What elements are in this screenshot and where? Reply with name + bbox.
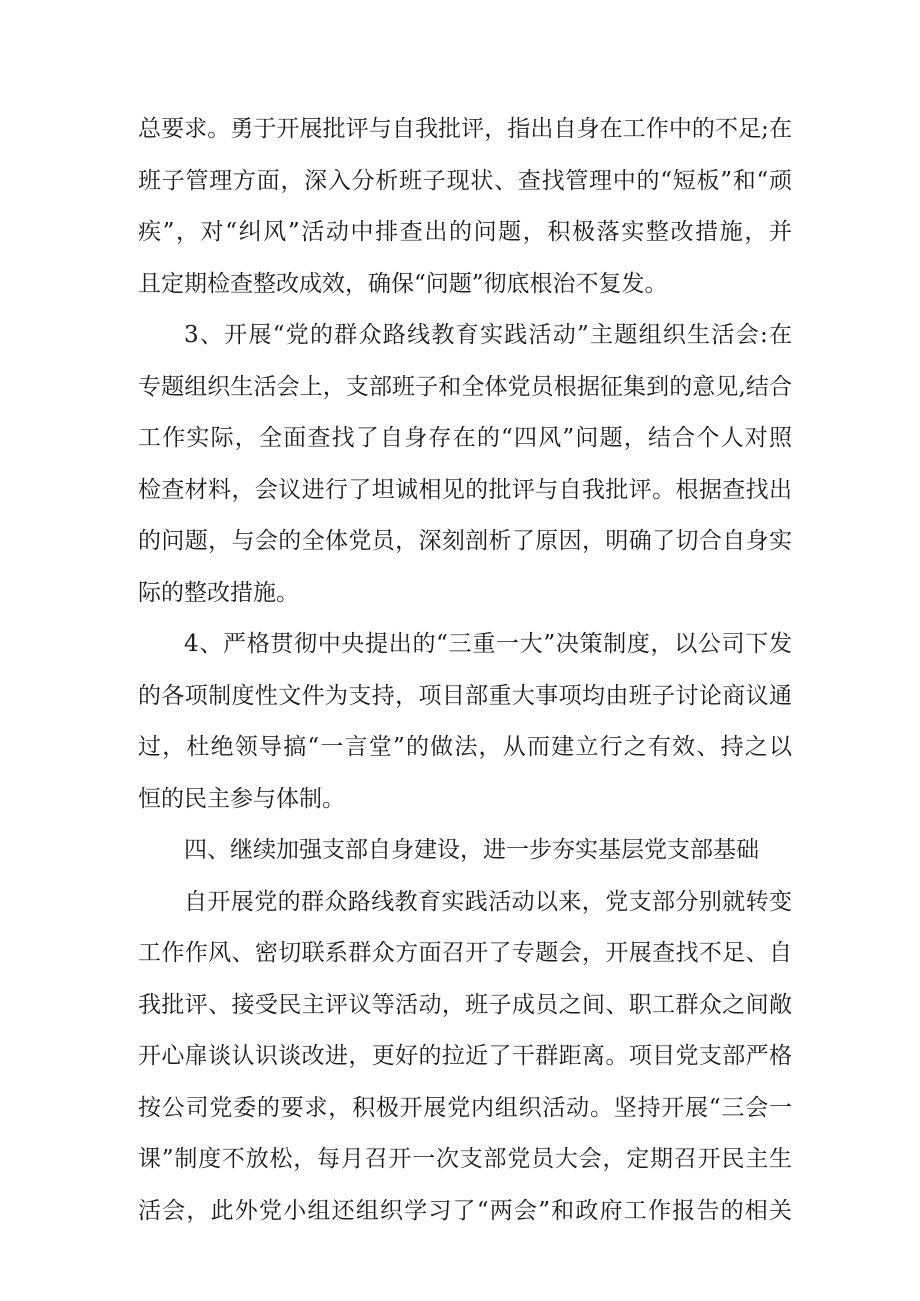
section-heading	[138, 825, 792, 877]
text-line: 按公司党委的要求，积极开展党内组织活动。坚持开展“三会一	[138, 1094, 792, 1121]
paragraph-section-body	[138, 877, 792, 1238]
paragraph-item-3	[138, 310, 792, 619]
text-line: 总要求。勇于开展批评与自我批评，指出自身在工作中的不足;在	[138, 116, 792, 142]
text-line: 班子管理方面，深入分析班子现状、查找管理中的“短板”和“顽	[138, 167, 792, 194]
paragraph-item-4	[138, 619, 792, 825]
text-line: 开心扉谈认识谈改进，更好的拉近了干群距离。项目党支部严格	[138, 1043, 792, 1069]
text-line: 4、严格贯彻中央提出的“三重一大”决策制度，以公司下发	[184, 631, 792, 657]
text-line: 自开展党的群众路线教育实践活动以来，党支部分别就转变	[184, 888, 792, 915]
text-line: 课”制度不放松，每月召开一次支部党员大会，定期召开民主生	[138, 1146, 792, 1172]
text-line: 专题组织生活会上，支部班子和全体党员根据征集到的意见,结合	[138, 373, 792, 400]
text-line: 工作实际，全面查找了自身存在的“四风”问题，结合个人对照	[138, 425, 792, 451]
text-line: 的问题，与会的全体党员，深刻剖析了原因，明确了切合自身实	[138, 528, 792, 554]
document-body	[138, 104, 792, 1237]
text-line: 工作作风、密切联系群众方面召开了专题会，开展查找不足、自	[138, 940, 792, 966]
text-line: 疾”，对“纠风”活动中排查出的问题，积极落实整改措施，并	[138, 219, 792, 245]
text-line: 3、开展“党的群众路线教育实践活动”主题组织生活会:在	[184, 322, 792, 348]
text-line: 恒的民主参与体制。	[138, 785, 345, 812]
text-line: 活会，此外党小组还组织学习了“两会”和政府工作报告的相关	[138, 1197, 792, 1224]
text-line: 过，杜绝领导搞“一言堂”的做法，从而建立行之有效、持之以	[138, 734, 792, 760]
text-line: 我批评、接受民主评议等活动，班子成员之间、职工群众之间敞	[138, 991, 792, 1018]
text-line: 际的整改措施。	[138, 579, 299, 606]
paragraph-continuation	[138, 104, 792, 310]
section-heading-text: 四、继续加强支部自身建设，进一步夯实基层党支部基础	[184, 837, 759, 863]
text-line: 的各项制度性文件为支持，项目部重大事项均由班子讨论商议通	[138, 682, 792, 709]
text-line: 且定期检查整改成效，确保“问题”彻底根治不复发。	[138, 270, 668, 297]
text-line: 检查材料，会议进行了坦诚相见的批评与自我批评。根据查找出	[138, 476, 792, 503]
